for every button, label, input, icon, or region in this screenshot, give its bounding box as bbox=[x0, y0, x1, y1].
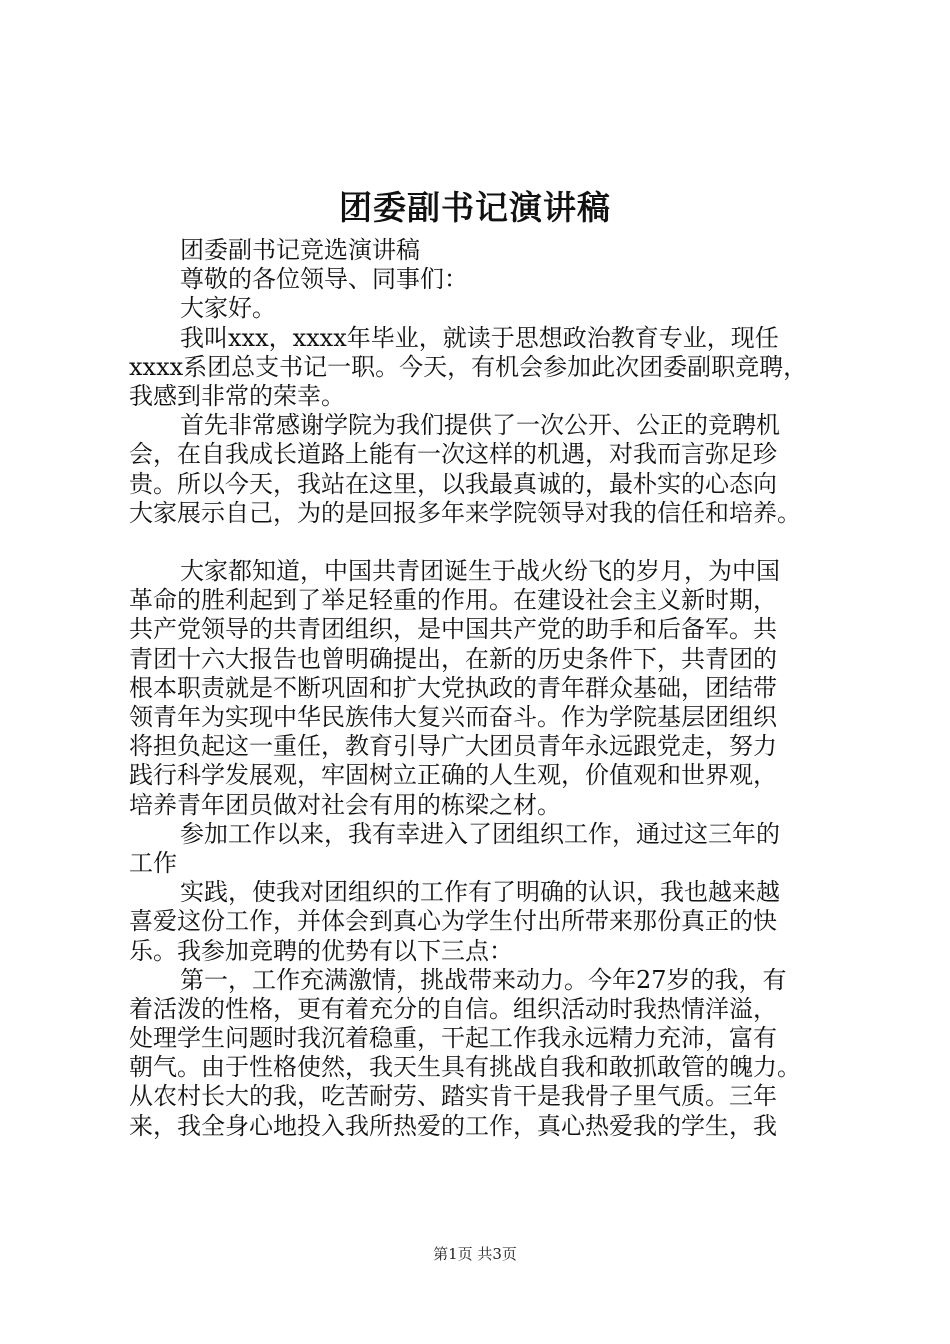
text-line: 实践，使我对团组织的工作有了明确的认识，我也越来越 bbox=[180, 878, 780, 907]
text-line: 根本职责就是不断巩固和扩大党执政的青年群众基础，团结带 bbox=[129, 673, 777, 702]
text-line: 将担负起这一重任，教育引导广大团员青年永远跟党走，努力 bbox=[129, 732, 777, 761]
text-line: 从农村长大的我，吃苦耐劳、踏实肯干是我骨子里气质。三年 bbox=[129, 1082, 777, 1111]
page-footer: 第1页 共3页 bbox=[433, 1245, 517, 1263]
text-line: 大家展示自己，为的是回报多年来学院领导对我的信任和培养。 bbox=[129, 498, 801, 527]
text-line: 乐。我参加竞聘的优势有以下三点： bbox=[129, 936, 513, 965]
text-line: 领青年为实现中华民族伟大复兴而奋斗。作为学院基层团组织 bbox=[129, 703, 777, 731]
text-line: 青团十六大报告也曾明确提出，在新的历史条件下，共青团的 bbox=[129, 644, 777, 673]
text-line: 践行科学发展观，牢固树立正确的人生观，价值观和世界观， bbox=[129, 761, 777, 790]
text-line: 处理学生问题时我沉着稳重，干起工作我永远精力充沛，富有 bbox=[129, 1024, 777, 1053]
text-line: 贵。所以今天，我站在这里，以我最真诚的，最朴实的心态向 bbox=[129, 469, 777, 498]
document-body bbox=[129, 236, 835, 1141]
text-line: 朝气。由于性格使然，我天生具有挑战自我和敢抓敢管的魄力。 bbox=[129, 1053, 801, 1082]
document-title: 团委副书记演讲稿 bbox=[339, 188, 611, 227]
text-line: 共产党领导的共青团组织，是中国共产党的助手和后备军。共 bbox=[129, 615, 777, 644]
text-line: 大家好。 bbox=[180, 294, 276, 323]
text-line: 来，我全身心地投入我所热爱的工作，真心热爱我的学生，我 bbox=[129, 1111, 777, 1140]
text-line: 我叫xxx，xxxx年毕业，就读于思想政治教育专业，现任 bbox=[180, 323, 779, 352]
text-line: 着活泼的性格，更有着充分的自信。组织活动时我热情洋溢， bbox=[129, 994, 777, 1023]
text-line: 大家都知道，中国共青团诞生于战火纷飞的岁月，为中国 bbox=[180, 557, 780, 586]
text-line: xxxx系团总支书记一职。今天，有机会参加此次团委副职竞聘， bbox=[129, 352, 808, 381]
text-line: 我感到非常的荣幸。 bbox=[129, 381, 345, 410]
text-line: 喜爱这份工作，并体会到真心为学生付出所带来那份真正的快 bbox=[129, 907, 777, 936]
paragraph-gap bbox=[129, 528, 835, 557]
text-line: 培养青年团员做对社会有用的栋梁之材。 bbox=[129, 790, 561, 819]
text-line: 团委副书记竞选演讲稿 bbox=[180, 236, 420, 264]
text-line: 会，在自我成长道路上能有一次这样的机遇，对我而言弥足珍 bbox=[129, 440, 777, 469]
text-line: 第一，工作充满激情，挑战带来动力。今年27岁的我，有 bbox=[180, 965, 787, 994]
text-line: 参加工作以来，我有幸进入了团组织工作，通过这三年的 bbox=[180, 819, 780, 848]
text-line: 工作 bbox=[129, 848, 177, 877]
text-line: 首先非常感谢学院为我们提供了一次公开、公正的竞聘机 bbox=[180, 411, 780, 440]
text-line: 尊敬的各位领导、同事们： bbox=[180, 265, 468, 294]
text-line: 革命的胜利起到了举足轻重的作用。在建设社会主义新时期， bbox=[129, 586, 777, 615]
